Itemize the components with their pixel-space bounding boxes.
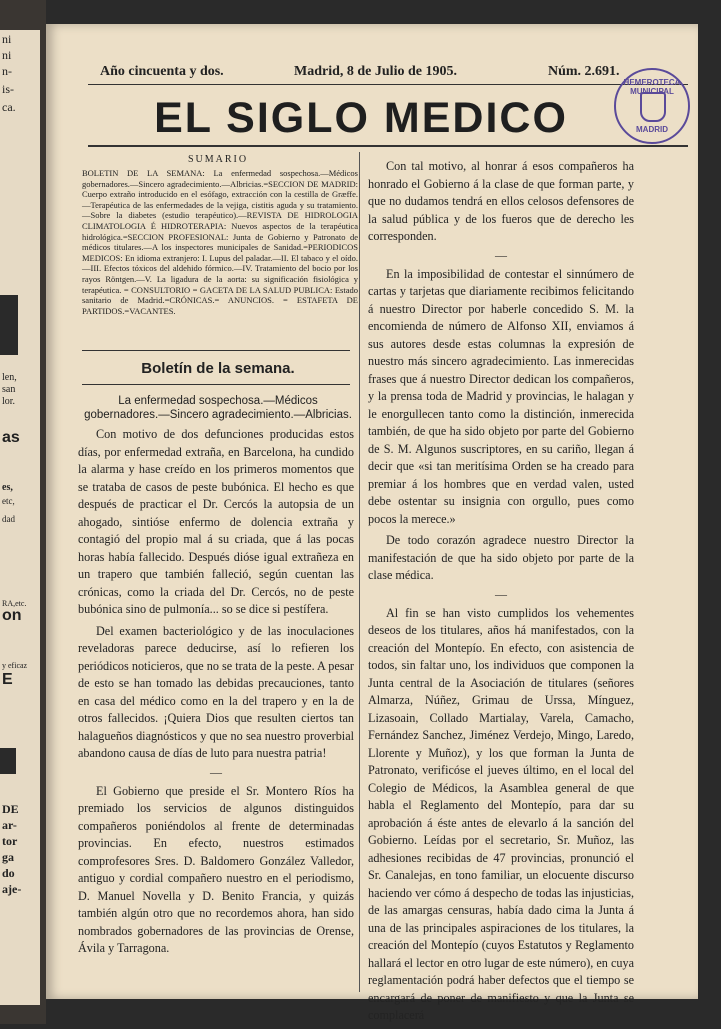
section-subtitle: La enfermedad sospechosa.—Médicos gobernadores.—Sincero agradecimiento.—Albricias. bbox=[84, 395, 352, 421]
paragraph: En la imposibilidad de contestar el sinnúmero de cartas y tarjetas que diariamente recibimos felicitando á nuestro Director por haberle concedido S. M. la encomienda de número de Alfonso XII, enviamos á sus autores desde estas columnas la expresión de nuestro más sincero agradecimiento. Las inmerecidas frases que á nuestro Director dedican los compañeros, y la prensa toda de Madrid y provincias, le halagan y le enorgullecen tanto como la distinción, inmerecida también, de que ha sido objeto por parte del Gobierno de S. M. Algunos suscriptores, en su cariño, llegan á decir que «si tan meritísima Orden se ha creado para premiar á los hombres que en verdad valen, usted debe ostentar su insignia con orgullo, pues como pocos la merece.» bbox=[368, 266, 634, 526]
prev-page-fragment: ni bbox=[2, 48, 12, 62]
prev-page-fragment: y eficaz bbox=[2, 661, 28, 670]
section-rule bbox=[82, 384, 350, 385]
prev-page-fragment: is- bbox=[2, 82, 14, 96]
header-year: Año cincuenta y dos. bbox=[100, 64, 224, 79]
prev-page-fragment: ni bbox=[2, 32, 12, 46]
masthead-title: EL SIGLO MEDICO bbox=[154, 94, 568, 142]
library-stamp bbox=[614, 68, 690, 144]
prev-page-fragment: do bbox=[2, 866, 15, 880]
masthead-rule bbox=[88, 145, 688, 147]
prev-page-fragment: tor bbox=[2, 834, 18, 848]
prev-page-fragment: san bbox=[2, 384, 16, 395]
separator-dash: — bbox=[495, 586, 507, 601]
paragraph: El Gobierno que preside el Sr. Montero Ríos ha premiado los servicios de algunos distinguidos compañeros poniéndolos al frente de determinadas provincias. En efecto, nuestros estimados comprofesores Sres. D. Baldomero González Valledor, antiguo y cordial compañero nuestro en el periodismo, D. Manuel Novella y D. Benito Francia, y quizás también algún otro que no recordemos ahora, han sido nombrados gobernadores de las provincias de Orense, Ávila y Tarragona. bbox=[78, 783, 354, 955]
prev-page-fragment: ca. bbox=[2, 100, 16, 114]
prev-page-fragment: ga bbox=[2, 850, 14, 864]
previous-page-edge bbox=[0, 30, 40, 1005]
prev-page-fragment: n- bbox=[2, 64, 12, 78]
sumario-rule bbox=[82, 350, 350, 351]
prev-page-fragment: RA,etc. bbox=[2, 599, 27, 608]
paragraph: Al fin se han visto cumplidos los vehementes deseos de los titulares, años há manifestados, con la creación del Montepío. En efecto, con asistencia de todos, sin faltar uno, los individuos que componen la Junta central de la Asociación de titulares (señores Almarza, Núñez, Grimau de Urssa, Mínguez, Lizasoain, Collado Martialay, Varela, Camacho, Fernández Sanchez, Jiménez Verdejo, Mingo, Laredo, Llorente y Muñoz), y los que forman la Junta de Patronato, verificóse el jueves último, en el local del Colegio de Médicos, la Asamblea general de que habla el Reglamento del Montepío, para dar su aprobación á éste antes de elevarlo á la sanción del Gobierno. Leídas por el secretario, Sr. Muñoz, las adhesiones recibidas de 47 provincias, pronunció el Sr. Canalejas, en tono familiar, un elocuente discurso haciendo ver cómo á despecho de todas las injusticias, de las amargas censuras, había dado cima la Junta á una de las principales aspiraciones de los titulares, la creación del Montepío (cuyos Estatutos y Reglamento hallará el lector en otro lugar de este número), en cuya reglamentación podrá haber defectos que el tiempo se encargará de poner de manifiesto y que la Junta se complacerá bbox=[368, 605, 634, 1022]
stamp-bottom-text: MADRID bbox=[636, 125, 668, 134]
prev-page-fragment: lor. bbox=[2, 396, 16, 407]
sumario-heading: SUMARIO bbox=[187, 154, 249, 165]
header-number: Núm. 2.691. bbox=[548, 64, 620, 79]
paragraph: Con motivo de dos defunciones producidas estos días, por enfermedad extraña, en Barcelona, ha cundido la alarma y hase creído en los primeros momentos que se trataba de casos de peste bubónica. El hecho es que después de practicar el Dr. Cercós la autopsia de un ahogado, sintióse enfermo de dolencia extraña y contagió del propio mal á su criada, que á las pocas horas había fallecido. Después dióse igual extrañeza en un trapero que también falleció, según cuentan las crónicas, como la criada del Dr. Cercós, no de peste bubónica sino de pulmonía... so se dice si pestífera. bbox=[78, 427, 354, 616]
sumario-text: BOLETIN DE LA SEMANA: La enfermedad sospechosa.—Médicos gobernadores.—Sincero agradecimiento.—Albricias.=SECCION DE MADRID: Cuerpo extraño introducido en el esófago, extracción con la cestilla de Græffe.—Terapéutica de las enfermedades de la vejiga, cistitis aguda y su tratamiento.—Sobre la diabetes (estudio terapéutico).—REVISTA DE HIDROLOGIA CLIMATOLOGIA É HIDROTERAPIA: Nuevos aspectos de la terapéutica hidrológica.=SECCION PROFESIONAL: Junta de Gobierno y Patronato de médicos titulares.—A los inspectores municipales de Sanidad.=PERIODICOS MEDICOS: En idioma extranjero: I. Lupus del paladar.—II. El tabaco y el oído.—III. Efectos tóxicos del aldehido fórmico.—IV. Tratamiento del bocio por los rayos Röntgen.—V. La ligadura de la aorta: su significación fisiológica y terapéutica. = CONSULTORIO = GACETA DE LA SALUD PUBLICA: Estado sanitario de Madrid.=CRÓNICAS.= ANUNCIOS. = ESTAFETA DE PARTIDOS.=VACANTES. bbox=[82, 168, 358, 316]
section-heading: Boletín de la semana. bbox=[141, 360, 295, 377]
left-column-body bbox=[78, 426, 354, 962]
prev-page-fragment: E bbox=[2, 671, 13, 688]
prev-page-fragment: etc, bbox=[2, 496, 15, 506]
separator-dash: — bbox=[210, 764, 222, 779]
stamp-crest-icon bbox=[640, 92, 666, 122]
column-separator bbox=[359, 152, 360, 992]
prev-page-fragment: es, bbox=[2, 482, 13, 493]
prev-page-ad-block bbox=[0, 748, 16, 774]
prev-page-fragment: ar- bbox=[2, 818, 17, 832]
separator-dash: — bbox=[495, 247, 507, 262]
prev-page-fragment: on bbox=[2, 607, 22, 624]
prev-page-fragment: dad bbox=[2, 514, 15, 524]
header-date: Madrid, 8 de Julio de 1905. bbox=[294, 64, 457, 79]
newspaper-page bbox=[46, 24, 698, 1022]
prev-page-fragment: len, bbox=[2, 372, 17, 383]
header-rule bbox=[88, 84, 688, 85]
stamp-top-text: HEMEROTECA MUNICIPAL bbox=[623, 78, 681, 96]
prev-page-fragment: DE bbox=[2, 802, 19, 816]
paragraph: Con tal motivo, al honrar á esos compañeros ha honrado el Gobierno á la clase de que forman parte, y que no dudamos tendrá en ellos celosos defensores de la salud pública y de los fueros que de derecho les corresponden. bbox=[368, 159, 634, 243]
prev-page-fragment: aje- bbox=[2, 882, 22, 896]
paragraph: Del examen bacteriológico y de las inoculaciones reveladoras parece deducirse, así lo refieren los periódicos noticieros, que no se trata de la peste. A pesar de esto se han tomado las debidas precauciones, tanto en casa del médico como en la del trapero y en la de otros fallecidos. ¡Quiera Dios que resulten ciertos tan halagueños diagnósticos y que no sea nuestro proverbial abandono causa de días de luto para nuestra patria! bbox=[78, 623, 354, 760]
prev-page-ad-block bbox=[0, 295, 18, 355]
prev-page-fragment: as bbox=[2, 429, 20, 446]
right-column-body bbox=[368, 158, 634, 1029]
paragraph: De todo corazón agradece nuestro Director la manifestación de que ha sido objeto por parte de la clase médica. bbox=[368, 533, 634, 582]
